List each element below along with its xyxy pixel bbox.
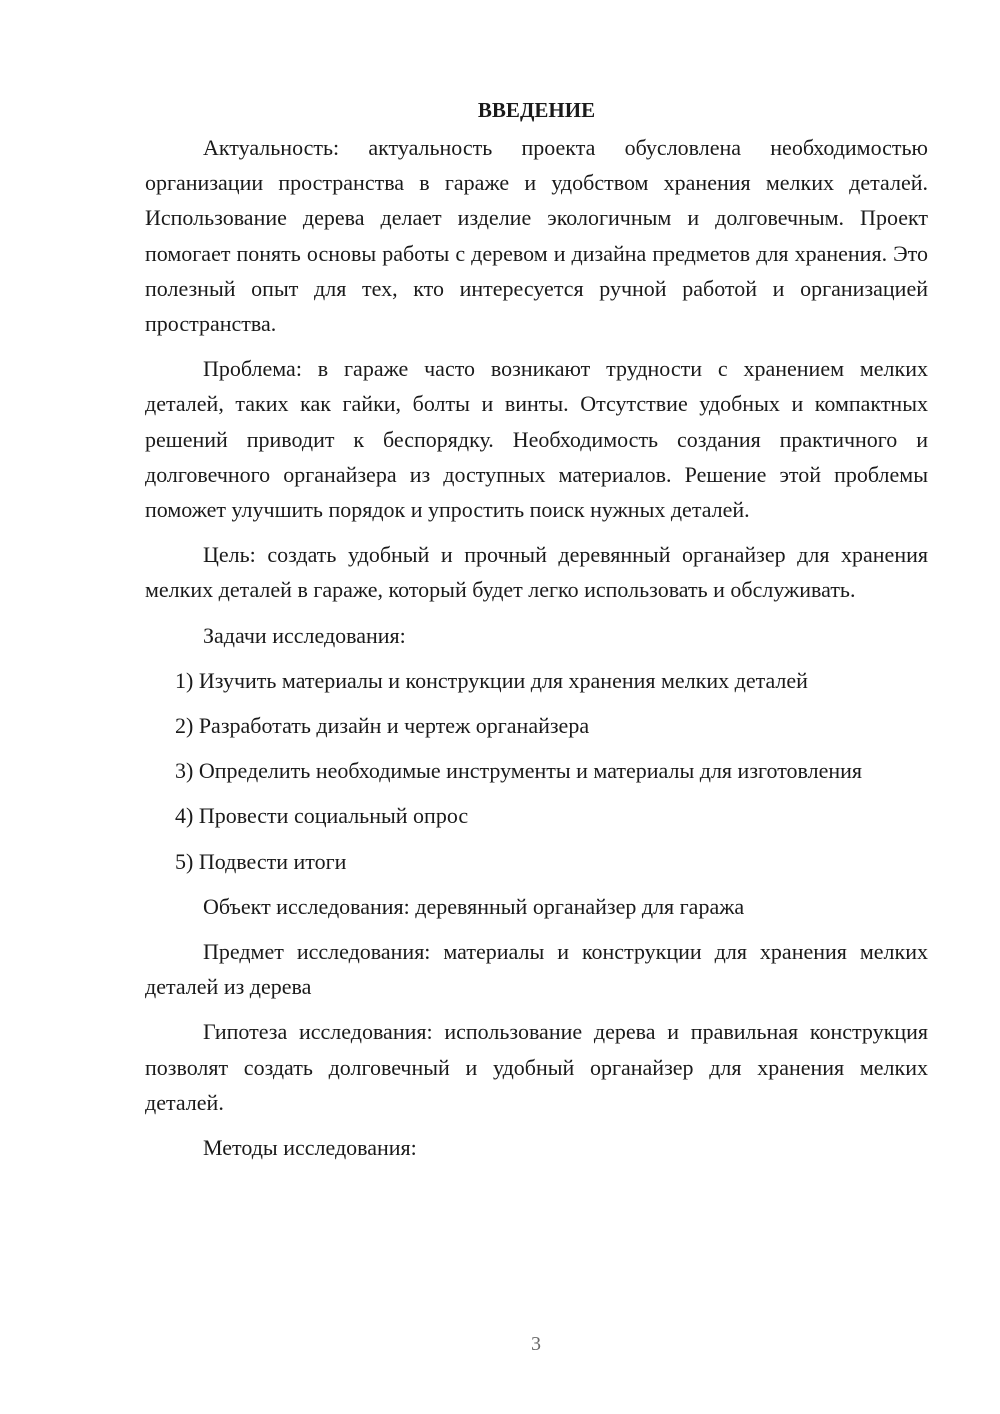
task-item: 1) Изучить материалы и конструкции для хранения мелких деталей — [175, 667, 808, 693]
document-page — [145, 90, 928, 1165]
paragraph-relevance: Актуальность: актуальность проекта обусловлена необходимостью организации пространства в гараже и удобством хранения мелких деталей. Использование дерева делает изделие экологичным и долговечным. Проект помогает понять основы работы с деревом и дизайна предметов для хранения. Это полезный опыт для тех, кто интересуется ручной работой и организацией пространства. — [145, 135, 928, 337]
paragraph-goal: Цель: создать удобный и прочный деревянный органайзер для хранения мелких деталей в гараже, который будет легко использовать и обслуживать. — [145, 542, 928, 603]
paragraph-hypothesis: Гипотеза исследования: использование дерева и правильная конструкция позволят создать долговечный и удобный органайзер для хранения мелких деталей. — [145, 1019, 928, 1115]
paragraph-tasks-heading: Задачи исследования: — [203, 622, 406, 648]
task-item: 5) Подвести итоги — [175, 848, 347, 874]
paragraph-subject: Предмет исследования: материалы и конструкции для хранения мелких деталей из дерева — [145, 939, 928, 1000]
section-heading: ВВЕДЕНИЕ — [477, 98, 596, 122]
page-number: 3 — [531, 1333, 541, 1355]
paragraph-methods: Методы исследования: — [203, 1135, 417, 1161]
paragraph-object: Объект исследования: деревянный органайзер для гаража — [203, 893, 745, 919]
task-item: 2) Разработать дизайн и чертеж органайзера — [175, 713, 590, 739]
task-item: 3) Определить необходимые инструменты и материалы для изготовления — [175, 758, 863, 784]
task-item: 4) Провести социальный опрос — [175, 803, 469, 829]
paragraph-problem: Проблема: в гараже часто возникают трудности с хранением мелких деталей, таких как гайки, болты и винты. Отсутствие удобных и компактных решений приводит к беспорядку. Необходимость создания практичного и долговечного органайзера из доступных материалов. Решение этой проблемы поможет улучшить порядок и упростить поиск нужных деталей. — [145, 356, 928, 523]
